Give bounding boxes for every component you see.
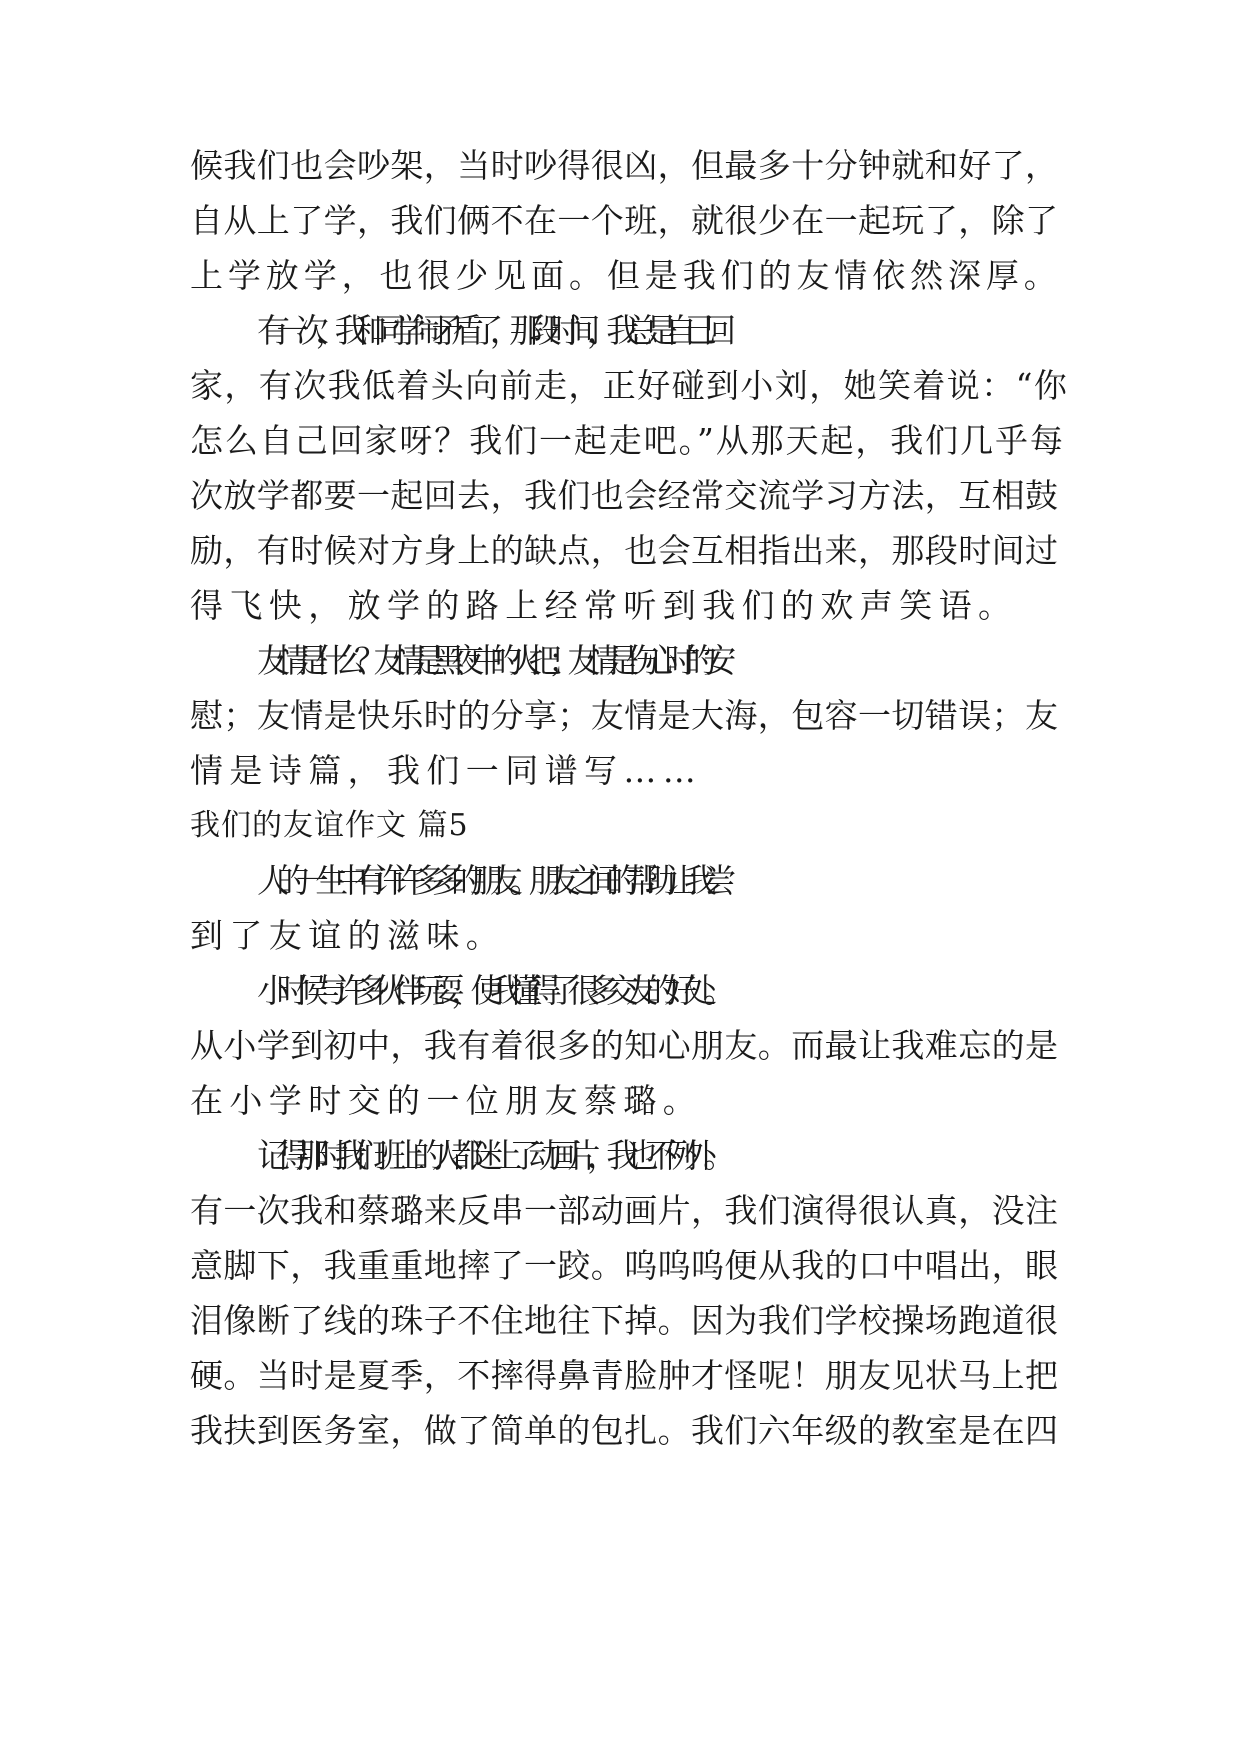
text-line: 小时候与许多伙伴玩耍，使我懂得了很多交友的好处。 (257, 971, 723, 1010)
text-line: 意脚下，我重重地摔了一跤。呜呜呜便从我的口中唱出，眼 (190, 1246, 1059, 1285)
text-line: 到了友谊的滋味。 (190, 916, 506, 955)
text-line: 慰；友情是快乐时的分享；友情是大海，包容一切错误；友 (190, 696, 1059, 735)
text-line: 候我们也会吵架，当时吵得很凶，但最多十分钟就和好了， (190, 146, 1059, 185)
text-line: 有一次，我和同学闹矛盾了，那段时间，我总是自己回 (257, 311, 723, 350)
text-line: 在小学时交的一位朋友蔡璐。 (190, 1081, 703, 1120)
text-line: 我扶到医务室，做了简单的包扎。我们六年级的教室是在四 (190, 1411, 1059, 1450)
text-line: 次放学都要一起回去，我们也会经常交流学习方法，互相鼓 (190, 476, 1059, 515)
text-line: 情是诗篇，我们一同谱写…… (190, 751, 703, 790)
text-line: 友情是什么？友情是黑夜中的火把；友情是伤心时的安 (257, 641, 723, 680)
text-line: 家，有次我低着头向前走，正好碰到小刘，她笑着说：“你 (190, 366, 1069, 405)
text-line: 有一次我和蔡璐来反串一部动画片，我们演得很认真，没注 (190, 1191, 1059, 1230)
text-line: 上学放学，也很少见面。但是我们的友情依然深厚。 (190, 256, 1062, 295)
text-line: 从小学到初中，我有着很多的知心朋友。而最让我难忘的是 (190, 1026, 1059, 1065)
text-line: 自从上了学，我们俩不在一个班，就很少在一起玩了，除了 (190, 201, 1059, 240)
text-line: 记得那时我们班上的人都迷上了动画片，我也不例外。 (257, 1136, 723, 1175)
text-line: 硬。当时是夏季，不摔得鼻青脸肿才怪呢！朋友见状马上把 (190, 1356, 1059, 1395)
text-line: 励，有时候对方身上的缺点，也会互相指出来，那段时间过 (190, 531, 1059, 570)
text-line: 得飞快，放学的路上经常听到我们的欢声笑语。 (190, 586, 1018, 625)
text-line: 怎么自己回家呀？我们一起走吧。”从那天起，我们几乎每 (190, 421, 1065, 460)
text-line: 人的一生中有许许多多的朋友。朋友之间的帮助让我尝 (257, 861, 723, 900)
section-heading: 我们的友谊作文 篇5 (190, 808, 469, 843)
text-line: 泪像断了线的珠子不住地往下掉。因为我们学校操场跑道很 (190, 1301, 1059, 1340)
